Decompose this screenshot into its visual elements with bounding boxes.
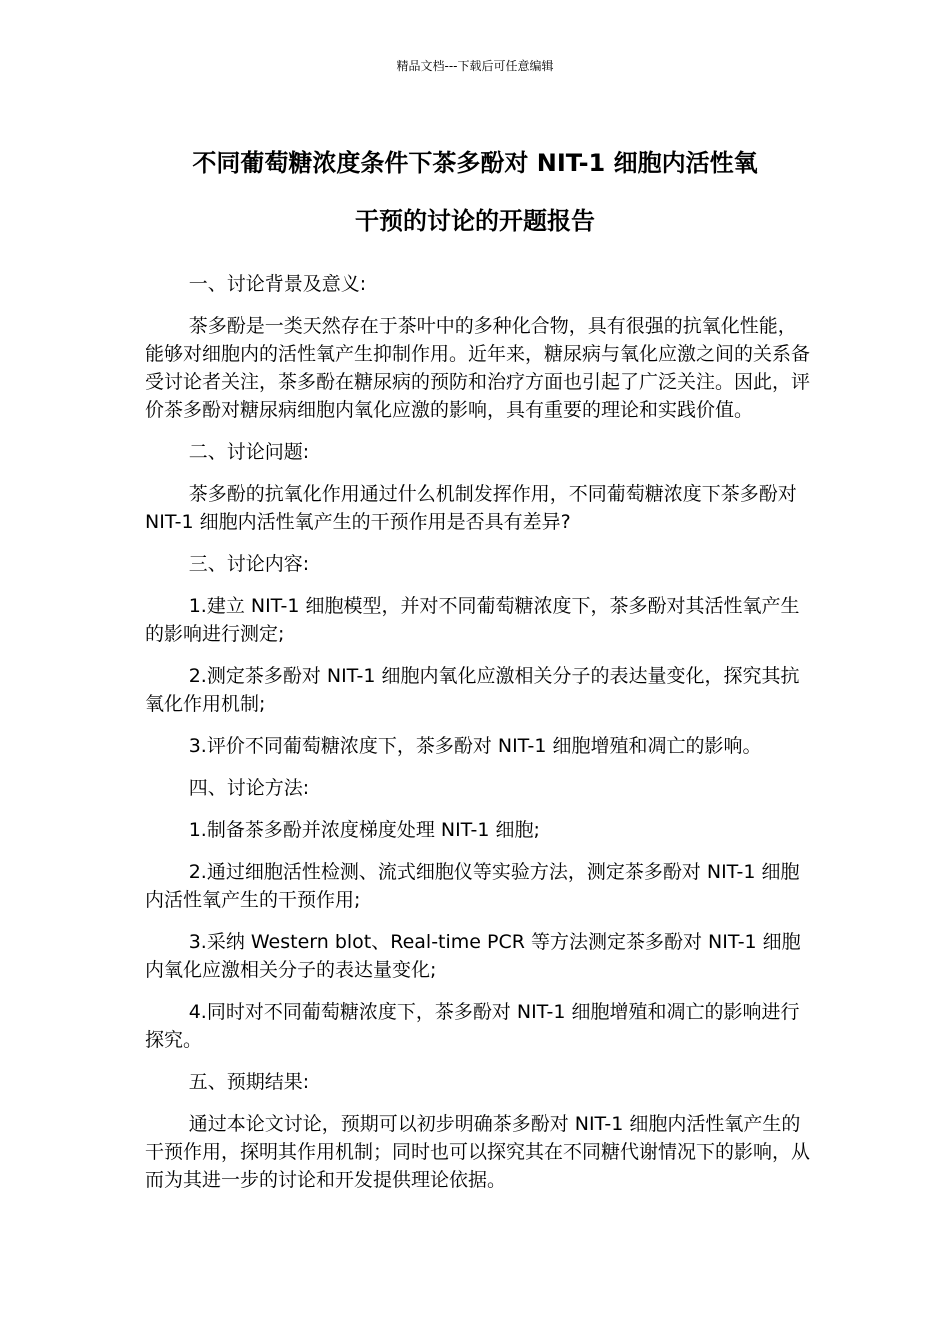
- section-heading-results: 五、预期结果:: [188, 1071, 310, 1093]
- list-item-content-1: 1.建立 NIT-1 细胞模型，并对不同葡萄糖浓度下，茶多酚对其活性氧产生的影响进行测定;: [145, 595, 800, 645]
- page-header: 精品文档---下载后可任意编辑: [396, 59, 554, 73]
- document-body: [145, 270, 810, 1208]
- list-item-method-2: 2.通过细胞活性检测、流式细胞仪等实验方法，测定茶多酚对 NIT-1 细胞内活性氧产生的干预作用;: [145, 861, 800, 911]
- list-item-content-2: 2.测定茶多酚对 NIT-1 细胞内氧化应激相关分子的表达量变化，探究其抗氧化作用机制;: [145, 665, 800, 715]
- section-heading-questions: 二、讨论问题:: [188, 441, 310, 463]
- list-item-method-4: 4.同时对不同葡萄糖浓度下，茶多酚对 NIT-1 细胞增殖和凋亡的影响进行探究。: [145, 1001, 800, 1051]
- title-line-2: 干预的讨论的开题报告: [355, 207, 595, 235]
- title-line-1: 不同葡萄糖浓度条件下茶多酚对 NIT-1 细胞内活性氧: [192, 149, 758, 177]
- section-heading-background: 一、讨论背景及意义:: [188, 273, 367, 295]
- paragraph-results: 通过本论文讨论，预期可以初步明确茶多酚对 NIT-1 细胞内活性氧产生的干预作用，探明其作用机制；同时也可以探究其在不同糖代谢情况下的影响，从而为其进一步的讨论和开发提供理论依据。: [145, 1113, 811, 1191]
- list-item-method-1: 1.制备茶多酚并浓度梯度处理 NIT-1 细胞;: [188, 819, 540, 841]
- document-title: [0, 134, 950, 250]
- section-heading-methods: 四、讨论方法:: [188, 777, 310, 799]
- paragraph-questions: 茶多酚的抗氧化作用通过什么机制发挥作用，不同葡萄糖浓度下茶多酚对 NIT-1 细胞内活性氧产生的干预作用是否具有差异?: [145, 483, 797, 533]
- section-heading-contents: 三、讨论内容:: [188, 553, 310, 575]
- list-item-method-3: 3.采纳 Western blot、Real-time PCR 等方法测定茶多酚对 NIT-1 细胞内氧化应激相关分子的表达量变化;: [145, 931, 801, 981]
- list-item-content-3: 3.评价不同葡萄糖浓度下，茶多酚对 NIT-1 细胞增殖和凋亡的影响。: [188, 735, 762, 757]
- paragraph-background: 茶多酚是一类天然存在于茶叶中的多种化合物，具有很强的抗氧化性能，能够对细胞内的活性氧产生抑制作用。近年来，糖尿病与氧化应激之间的关系备受讨论者关注，茶多酚在糖尿病的预防和治疗方面也引起了广泛关注。因此，评价茶多酚对糖尿病细胞内氧化应激的影响，具有重要的理论和实践价值。: [145, 315, 811, 421]
